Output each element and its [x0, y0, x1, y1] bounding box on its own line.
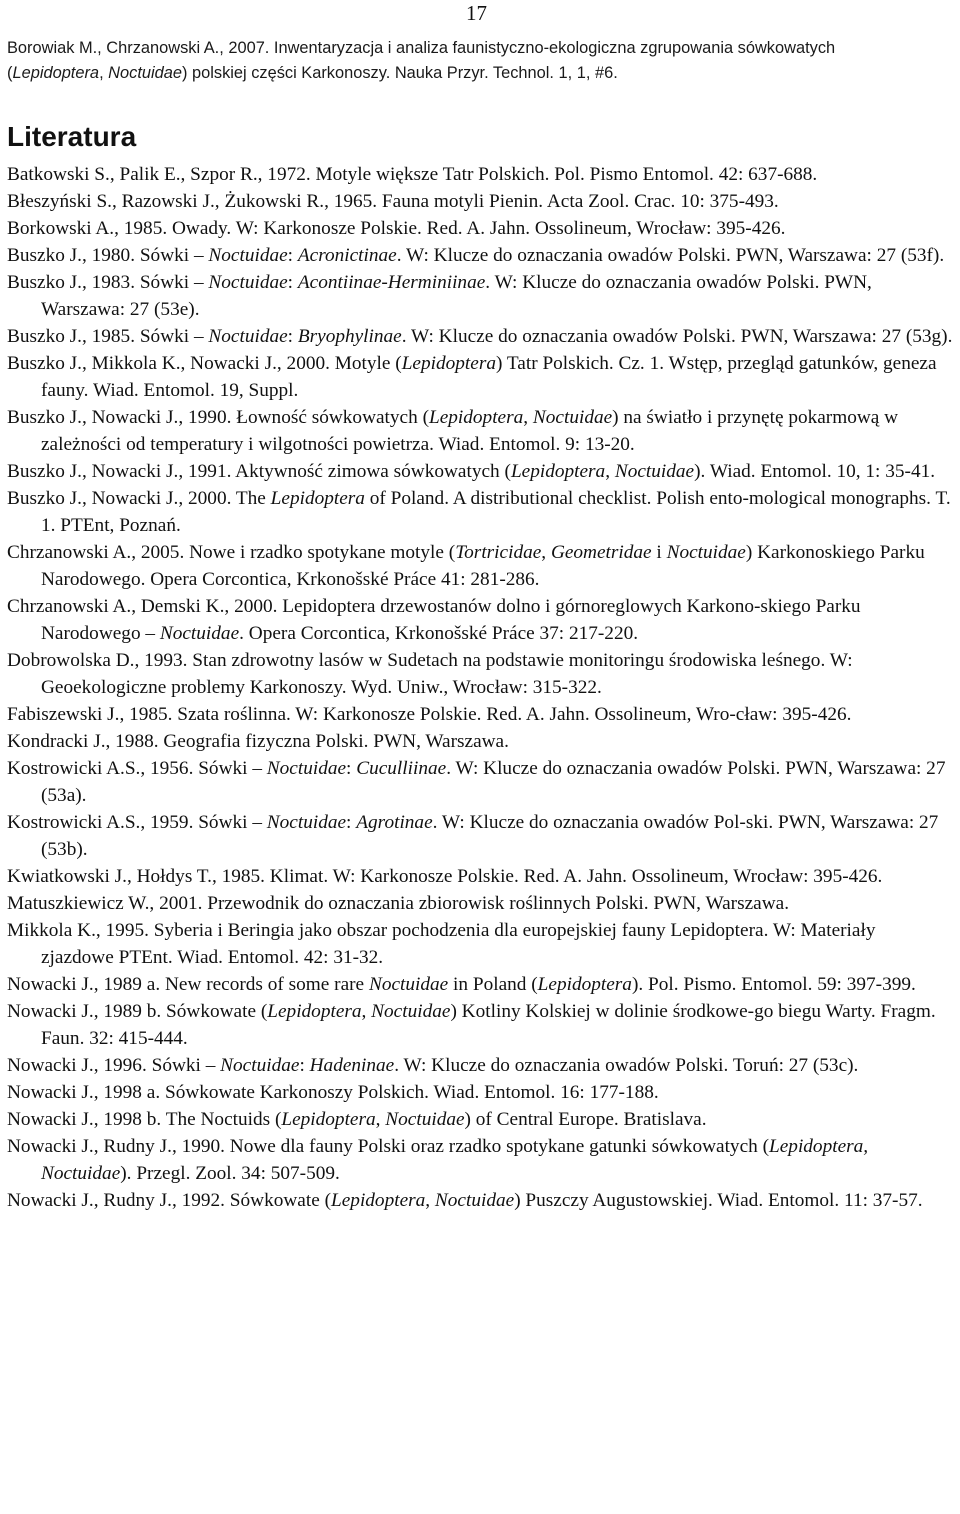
- reference-italic-text: Noctuidae: [614, 461, 695, 482]
- reference-text: ,: [605, 461, 615, 482]
- reference-text: ). Wiad. Entomol. 10, 1: 35-41.: [694, 461, 936, 482]
- reference-text: Nowacki J., 1998 b. The Noctuids (: [7, 1109, 282, 1130]
- reference-text: . W: Klucze do oznaczania owadów Pol-ski. PWN, Warszawa: 27 (53b).: [41, 812, 939, 860]
- reference-entry: [7, 1079, 953, 1106]
- reference-text: Nowacki J., 1989 a. New records of some rare: [7, 974, 369, 995]
- reference-italic-text: Noctuidae: [368, 974, 449, 995]
- reference-italic-text: Noctuidae: [385, 1109, 465, 1130]
- header-segment: Noctuidae: [108, 64, 182, 82]
- reference-italic-text: Lepidoptera, Noctuidae: [41, 1136, 869, 1184]
- reference-italic-text: Noctuidae: [159, 623, 240, 644]
- reference-italic-text: Noctuidae: [532, 407, 613, 428]
- reference-entry: [7, 350, 953, 404]
- reference-text: Matuszkiewicz W., 2001. Przewodnik do oznaczania zbiorowisk roślinnych Polski. PWN, Warszawa.: [7, 893, 790, 914]
- reference-entry: [7, 1187, 953, 1214]
- reference-text: Buszko J., 1983. Sówki –: [7, 272, 209, 293]
- reference-text: Kwiatkowski J., Hołdys T., 1985. Klimat. W: Karkonosze Polskie. Red. A. Jahn. Ossolineum, Wrocław: 395-426.: [7, 866, 883, 887]
- reference-italic-text: Hadeninae: [309, 1055, 395, 1076]
- reference-italic-text: Bryophylinae: [297, 326, 402, 347]
- reference-entry: [7, 593, 953, 647]
- reference-text: ) of Central Europe. Bratislava.: [464, 1109, 707, 1130]
- reference-italic-text: Acontiinae-Herminiinae: [297, 272, 486, 293]
- reference-text: Fabiszewski J., 1985. Szata roślinna. W: Karkonosze Polskie. Red. A. Jahn. Ossolineum, Wro-cław: 395-426.: [7, 704, 852, 725]
- reference-text: ) Karkonoskiego Parku Narodowego. Opera Corcontica, Krkonošské Práce 41: 281-286.: [41, 542, 925, 590]
- reference-entry: [7, 917, 953, 971]
- page-number: 17: [466, 1, 487, 25]
- reference-text: . W: Klucze do oznaczania owadów Polski. Toruń: 27 (53c).: [394, 1055, 859, 1076]
- header-segment: Lepidoptera: [12, 64, 100, 82]
- reference-entry: [7, 809, 953, 863]
- reference-text: Nowacki J., Rudny J., 1990. Nowe dla fauny Polski oraz rzadko spotykane gatunki sówkowatych (: [7, 1136, 770, 1157]
- reference-entry: [7, 458, 953, 485]
- reference-italic-text: Noctuidae: [371, 1001, 451, 1022]
- reference-italic-text: Noctuidae: [266, 812, 347, 833]
- citation-header-line-2: [7, 61, 957, 86]
- reference-text: Kostrowicki A.S., 1959. Sówki –: [7, 812, 267, 833]
- reference-text: ) na światło i przynętę pokarmową w zależności od temperatury i wilgotności powietrza. Wiad. Entomol. 9: 13-20.: [41, 407, 899, 455]
- reference-italic-text: Lepidoptera: [510, 461, 606, 482]
- reference-text: ) Puszczy Augustowskiej. Wiad. Entomol. 11: 37-57.: [514, 1190, 923, 1211]
- reference-text: Buszko J., 1985. Sówki –: [7, 326, 209, 347]
- reference-text: Dobrowolska D., 1993. Stan zdrowotny lasów w Sudetach na podstawie monitoringu środowiska leśnego. W: Geoekologiczne problemy Karkonoszy. Wyd. Uniw., Wrocław: 315-322.: [7, 650, 853, 698]
- reference-text: Nowacki J., Rudny J., 1992. Sówkowate (: [7, 1190, 332, 1211]
- reference-entry: [7, 890, 953, 917]
- reference-entry: [7, 1052, 953, 1079]
- reference-entry: [7, 1106, 953, 1133]
- reference-text: . Opera Corcontica, Krkonošské Práce 37: 217-220.: [239, 623, 639, 644]
- reference-italic-text: Tortricidae: [455, 542, 542, 563]
- reference-entry: [7, 404, 953, 458]
- reference-text: :: [299, 1055, 310, 1076]
- reference-entry: [7, 323, 953, 350]
- reference-text: :: [287, 245, 298, 266]
- reference-text: Batkowski S., Palik E., Szpor R., 1972. Motyle większe Tatr Polskich. Pol. Pismo Entomol. 42: 637-688.: [7, 164, 818, 185]
- reference-text: Mikkola K., 1995. Syberia i Beringia jako obszar pochodzenia dla europejskiej fauny Lepidoptera. W: Materiały zjazdowe PTEnt. Wiad. Entomol. 42: 31-32.: [7, 920, 876, 968]
- reference-italic-text: Cuculliinae: [356, 758, 447, 779]
- reference-text: Buszko J., Nowacki J., 1990. Łowność sówkowatych (: [7, 407, 429, 428]
- reference-entry: [7, 188, 953, 215]
- reference-entry: [7, 755, 953, 809]
- reference-text: ). Przegl. Zool. 34: 507-509.: [120, 1163, 340, 1184]
- reference-text: of Poland. A distributional checklist. Polish ento-mological monographs. T. 1. PTEnt, Poznań.: [41, 488, 951, 536]
- reference-text: ,: [361, 1001, 372, 1022]
- reference-italic-text: Agrotinae: [356, 812, 433, 833]
- reference-text: Kondracki J., 1988. Geografia fizyczna Polski. PWN, Warszawa.: [7, 731, 509, 752]
- reference-italic-text: Lepidoptera: [270, 488, 365, 509]
- reference-italic-text: Noctuidae: [208, 245, 288, 266]
- header-segment: (: [7, 64, 13, 82]
- reference-text: ,: [425, 1190, 435, 1211]
- reference-text: in Poland (: [448, 974, 538, 995]
- reference-italic-text: Noctuidae: [208, 272, 288, 293]
- reference-italic-text: Lepidoptera: [537, 974, 632, 995]
- reference-text: Buszko J., 1980. Sówki –: [7, 245, 209, 266]
- reference-text: Buszko J., Nowacki J., 2000. The: [7, 488, 271, 509]
- reference-text: Nowacki J., 1998 a. Sówkowate Karkonoszy Polskich. Wiad. Entomol. 16: 177-188.: [7, 1082, 659, 1103]
- reference-text: ,: [523, 407, 533, 428]
- reference-entry: [7, 863, 953, 890]
- header-segment: ,: [99, 64, 109, 82]
- reference-text: . W: Klucze do oznaczania owadów Polski. PWN, Warszawa: 27 (53a).: [41, 758, 946, 806]
- reference-text: :: [346, 812, 357, 833]
- reference-italic-text: Geometridae: [550, 542, 652, 563]
- reference-text: . W: Klucze do oznaczania owadów Polski. PWN, Warszawa: 27 (53e).: [41, 272, 872, 320]
- reference-list: [7, 161, 953, 1214]
- reference-italic-text: Noctuidae: [666, 542, 746, 563]
- reference-text: Nowacki J., 1989 b. Sówkowate (: [7, 1001, 268, 1022]
- reference-entry: [7, 971, 953, 998]
- reference-italic-text: Noctuidae: [208, 326, 288, 347]
- reference-entry: [7, 701, 953, 728]
- reference-italic-text: Lepidoptera: [281, 1109, 376, 1130]
- reference-text: Kostrowicki A.S., 1956. Sówki –: [7, 758, 267, 779]
- reference-text: . W: Klucze do oznaczania owadów Polski. PWN, Warszawa: 27 (53g).: [401, 326, 953, 347]
- citation-header-line-1: Borowiak M., Chrzanowski A., 2007. Inwentaryzacja i analiza faunistyczno-ekologiczna zgrupowania sówkowatych: [7, 39, 836, 57]
- reference-entry: [7, 269, 953, 323]
- reference-italic-text: Lepidoptera: [267, 1001, 362, 1022]
- reference-entry: [7, 1133, 953, 1187]
- reference-text: Borkowski A., 1985. Owady. W: Karkonosze Polskie. Red. A. Jahn. Ossolineum, Wrocław: 395-426.: [7, 218, 786, 239]
- reference-text: ). Pol. Pismo. Entomol. 59: 397-399.: [631, 974, 916, 995]
- reference-entry: [7, 485, 953, 539]
- reference-text: Błeszyński S., Razowski J., Żukowski R., 1965. Fauna motyli Pienin. Acta Zool. Crac. 10: 375-493.: [7, 191, 779, 212]
- reference-text: ,: [375, 1109, 386, 1130]
- reference-text: ) Kotliny Kolskiej w dolinie środkowe-go biegu Warty. Fragm. Faun. 32: 415-444.: [41, 1001, 936, 1049]
- reference-text: Buszko J., Nowacki J., 1991. Aktywność zimowa sówkowatych (: [7, 461, 511, 482]
- header-segment: ) polskiej części Karkonoszy. Nauka Przyr. Technol. 1, 1, #6.: [181, 64, 618, 82]
- reference-italic-text: Lepidoptera: [401, 353, 496, 374]
- section-title: Literatura: [7, 121, 137, 152]
- reference-italic-text: Lepidoptera: [429, 407, 524, 428]
- reference-text: Chrzanowski A., Demski K., 2000. Lepidoptera drzewostanów dolno i górnoreglowych Karkono-skiego Parku Narodowego –: [7, 596, 861, 644]
- reference-text: Chrzanowski A., 2005. Nowe i rzadko spotykane motyle (: [7, 542, 456, 563]
- reference-italic-text: Acronictinae: [297, 245, 397, 266]
- citation-header: [7, 36, 957, 86]
- reference-italic-text: Noctuidae: [266, 758, 347, 779]
- reference-text: . W: Klucze do oznaczania owadów Polski. PWN, Warszawa: 27 (53f).: [396, 245, 945, 266]
- reference-text: ,: [541, 542, 551, 563]
- reference-text: :: [287, 272, 298, 293]
- reference-text: Nowacki J., 1996. Sówki –: [7, 1055, 221, 1076]
- reference-text: :: [287, 326, 298, 347]
- reference-italic-text: Noctuidae: [434, 1190, 515, 1211]
- reference-text: ) Tatr Polskich. Cz. 1. Wstęp, przegląd gatunków, geneza fauny. Wiad. Entomol. 19, Suppl.: [41, 353, 937, 401]
- reference-text: i: [651, 542, 667, 563]
- reference-italic-text: Lepidoptera: [331, 1190, 426, 1211]
- reference-text: Buszko J., Mikkola K., Nowacki J., 2000. Motyle (: [7, 353, 402, 374]
- reference-entry: [7, 998, 953, 1052]
- reference-entry: [7, 647, 953, 701]
- reference-entry: [7, 242, 953, 269]
- reference-entry: [7, 728, 953, 755]
- reference-italic-text: Noctuidae: [220, 1055, 300, 1076]
- reference-text: :: [346, 758, 357, 779]
- reference-entry: [7, 539, 953, 593]
- reference-entry: [7, 161, 953, 188]
- reference-entry: [7, 215, 953, 242]
